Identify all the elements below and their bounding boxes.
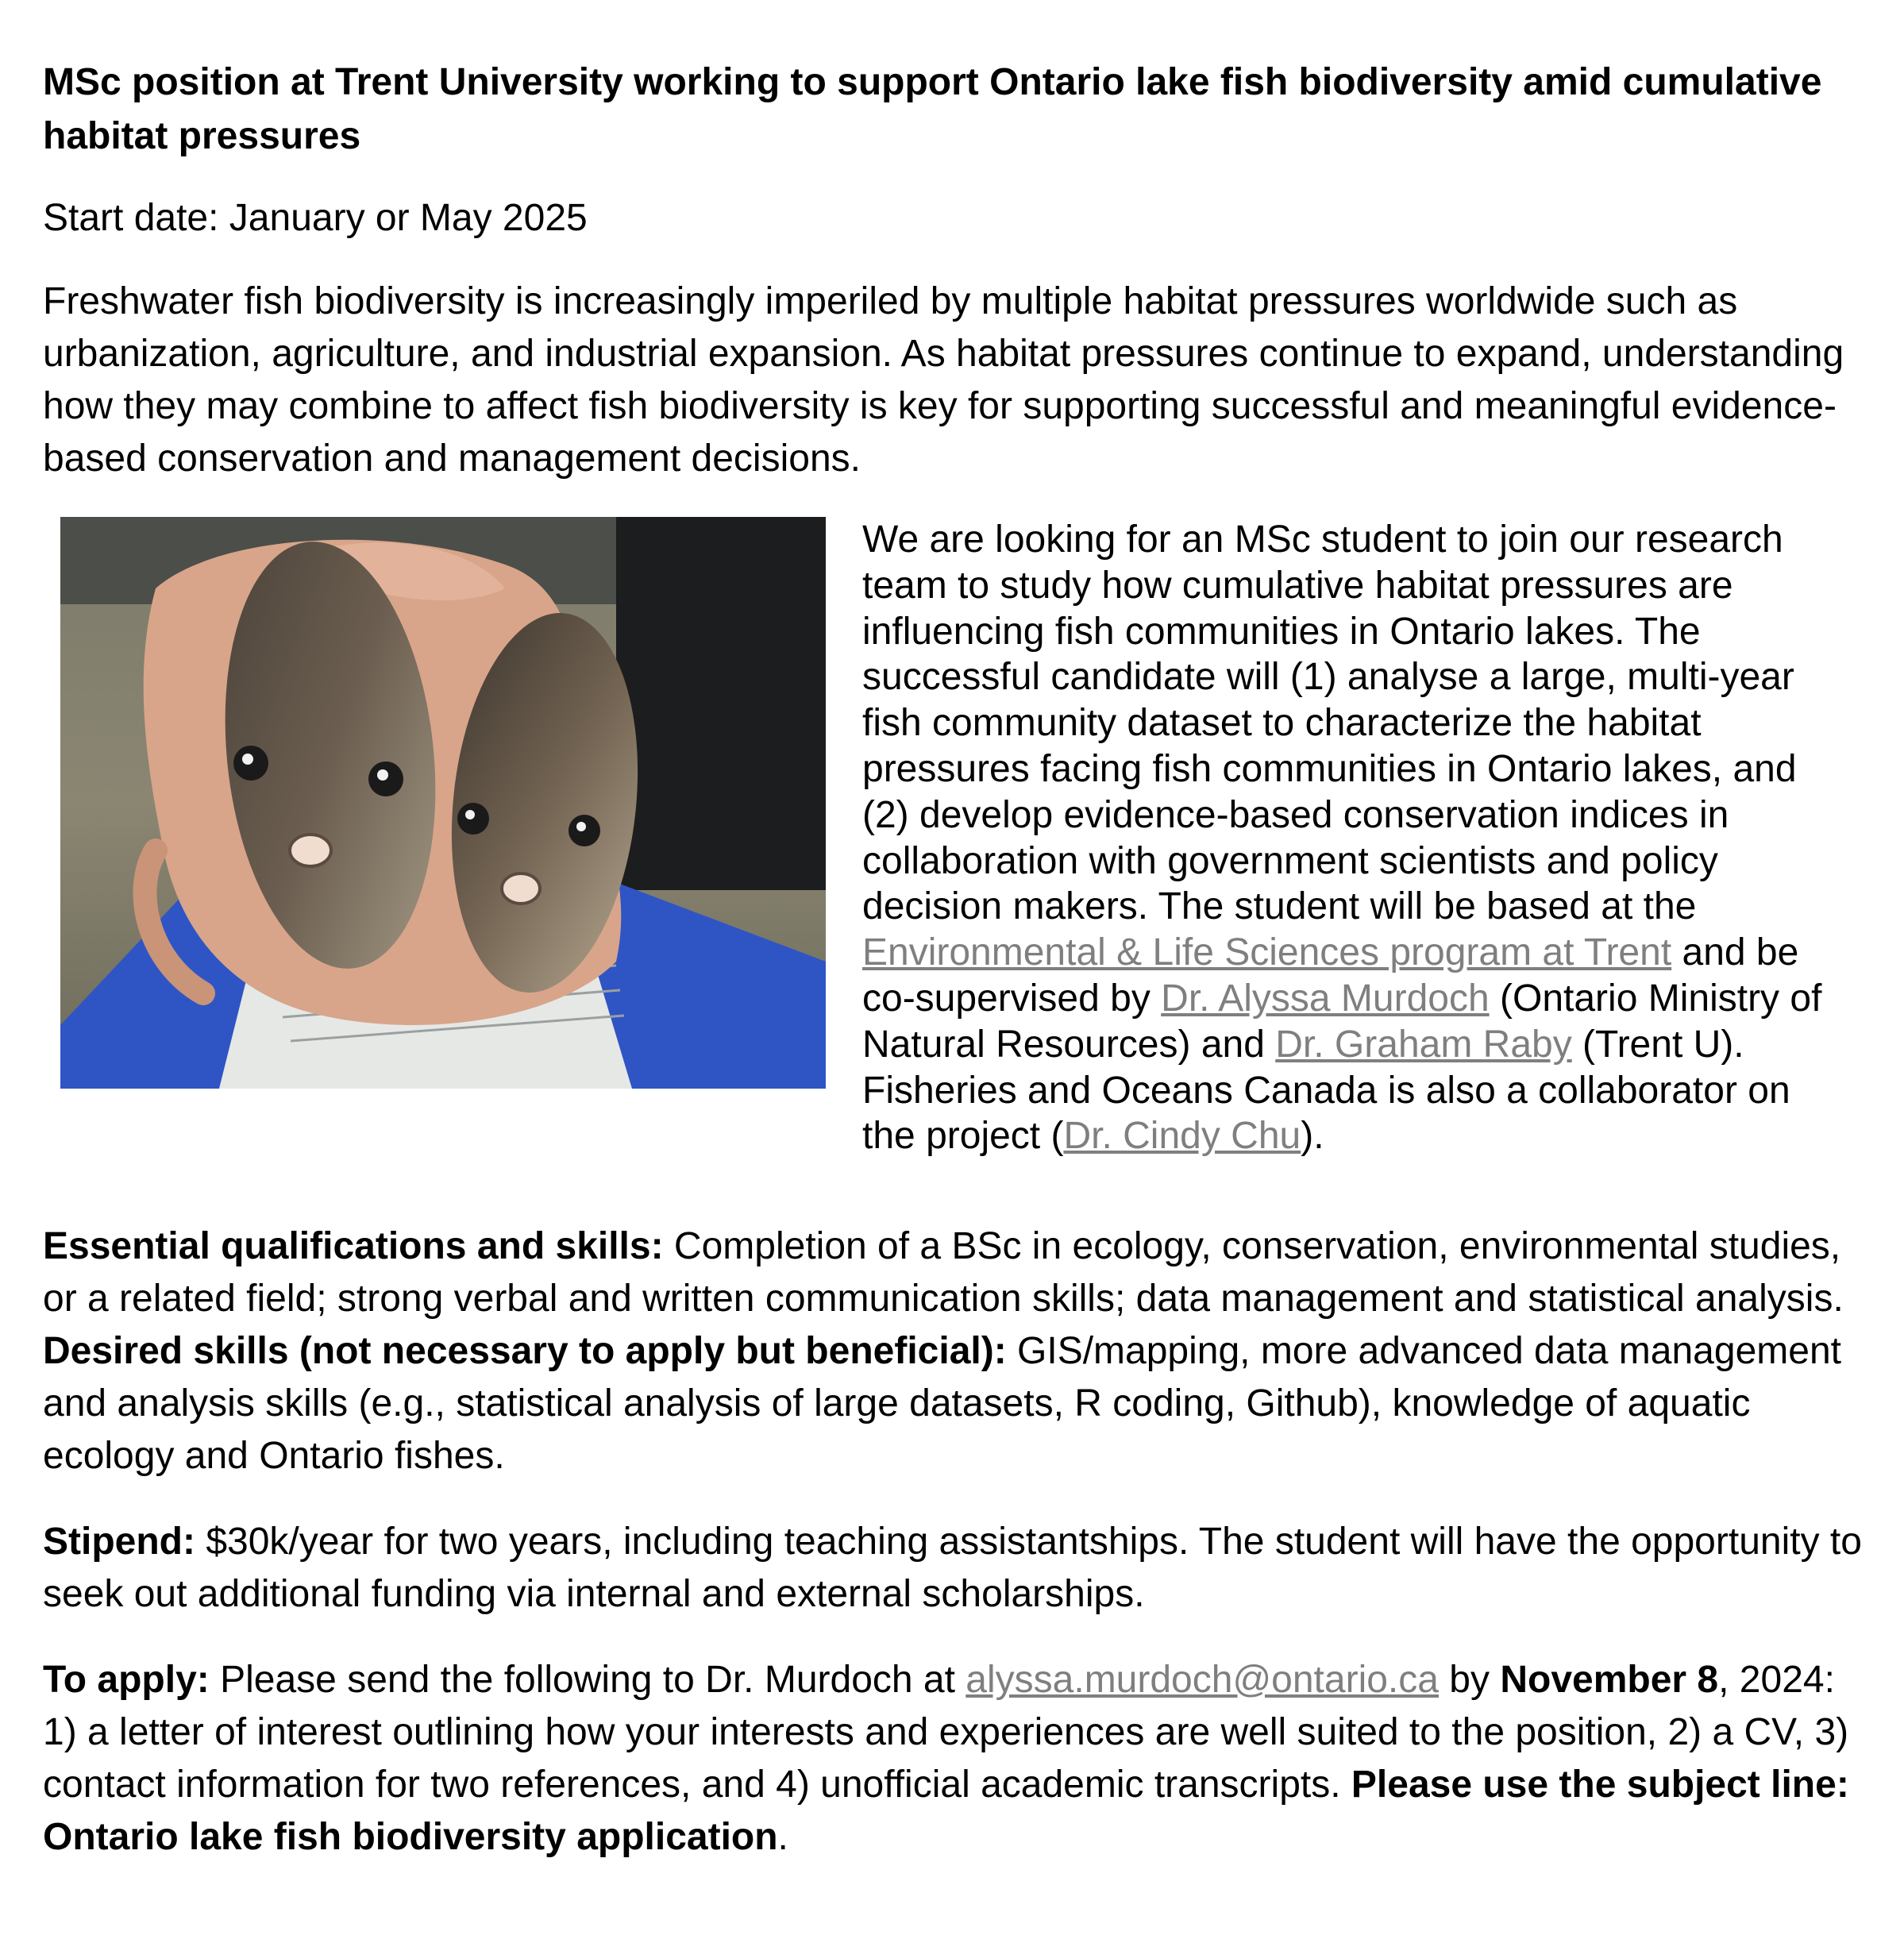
desired-label: Desired skills (not necessary to apply but beneficial): (43, 1330, 1007, 1372)
murdoch-link[interactable]: Dr. Alyssa Murdoch (1161, 977, 1490, 1020)
apply-text-3: , 2024: 1) a letter of interest outlining how your interests and experiences are well suited to the position, 2) a CV, 3) contact information for two references, and 4) unofficial academic transcripts. (43, 1659, 1849, 1806)
description-text-5: ). (1301, 1115, 1324, 1158)
project-description (862, 517, 1847, 1159)
apply-text-4: . (777, 1816, 788, 1858)
essential-text: Completion of a BSc in ecology, conservation, environmental studies, or a related field; strong verbal and written communication skills; data management and statistical analysis. (43, 1225, 1844, 1320)
subject-line: Please use the subject line: Ontario lake fish biodiversity application (43, 1764, 1849, 1858)
stipend-label: Stipend: (43, 1521, 195, 1563)
start-date: Start date: January or May 2025 (43, 197, 588, 239)
email-link[interactable]: alyssa.murdoch@ontario.ca (965, 1659, 1439, 1701)
job-posting (43, 56, 1869, 1864)
stipend-paragraph (43, 1516, 1869, 1621)
apply-text-2: by (1438, 1659, 1501, 1701)
intro-paragraph: Freshwater fish biodiversity is increasingly imperiled by multiple habitat pressures worldwide such as urbanization, agriculture, and industrial expansion. As habitat pressures continue to expand, understanding how they may combine to affect fish biodiversity is key for supporting successful and meaningful evidence-based conservation and management decisions. (43, 280, 1844, 480)
description-text-2: and be co-supervised by (862, 931, 1799, 1020)
essential-label: Essential qualifications and skills: (43, 1225, 664, 1267)
desired-text: GIS/mapping, more advanced data management and analysis skills (e.g., statistical analysis of large datasets, R coding, Github), knowledge of aquatic ecology and Ontario fishes. (43, 1330, 1841, 1477)
description-text-1: We are looking for an MSc student to join our research team to study how cumulative habitat pressures are influencing fish communities in Ontario lakes. The successful candidate will (1) analyse a large, multi-year fish community dataset to characterize the habitat pressures facing fish communities in Ontario lakes, and (2) develop evidence-based conservation indices in collaboration with government scientists and policy decision makers. The student will be based at the (862, 519, 1797, 928)
apply-text-1: Please send the following to Dr. Murdoch at (209, 1659, 966, 1701)
fish-photo (60, 517, 826, 1089)
stipend-text: $30k/year for two years, including teaching assistantships. The student will have the opportunity to seek out additional funding via internal and external scholarships. (43, 1521, 1862, 1615)
deadline: November 8 (1500, 1659, 1719, 1701)
program-link[interactable]: Environmental & Life Sciences program at Trent (862, 931, 1672, 974)
chu-link[interactable]: Dr. Cindy Chu (1063, 1115, 1301, 1158)
page-title: MSc position at Trent University working to support Ontario lake fish biodiversity amid cumulative habitat pressures (43, 61, 1822, 157)
apply-paragraph (43, 1654, 1869, 1864)
fish-in-hand-illustration (60, 517, 826, 1089)
photo-and-description (43, 517, 1869, 1220)
description-text-3: (Ontario Ministry of Natural Resources) and (862, 977, 1822, 1066)
raby-link[interactable]: Dr. Graham Raby (1275, 1023, 1572, 1066)
apply-label: To apply: (43, 1659, 210, 1701)
qualifications-paragraph (43, 1220, 1869, 1482)
description-text-4: (Trent U). Fisheries and Oceans Canada is also a collaborator on the project ( (862, 1023, 1790, 1158)
